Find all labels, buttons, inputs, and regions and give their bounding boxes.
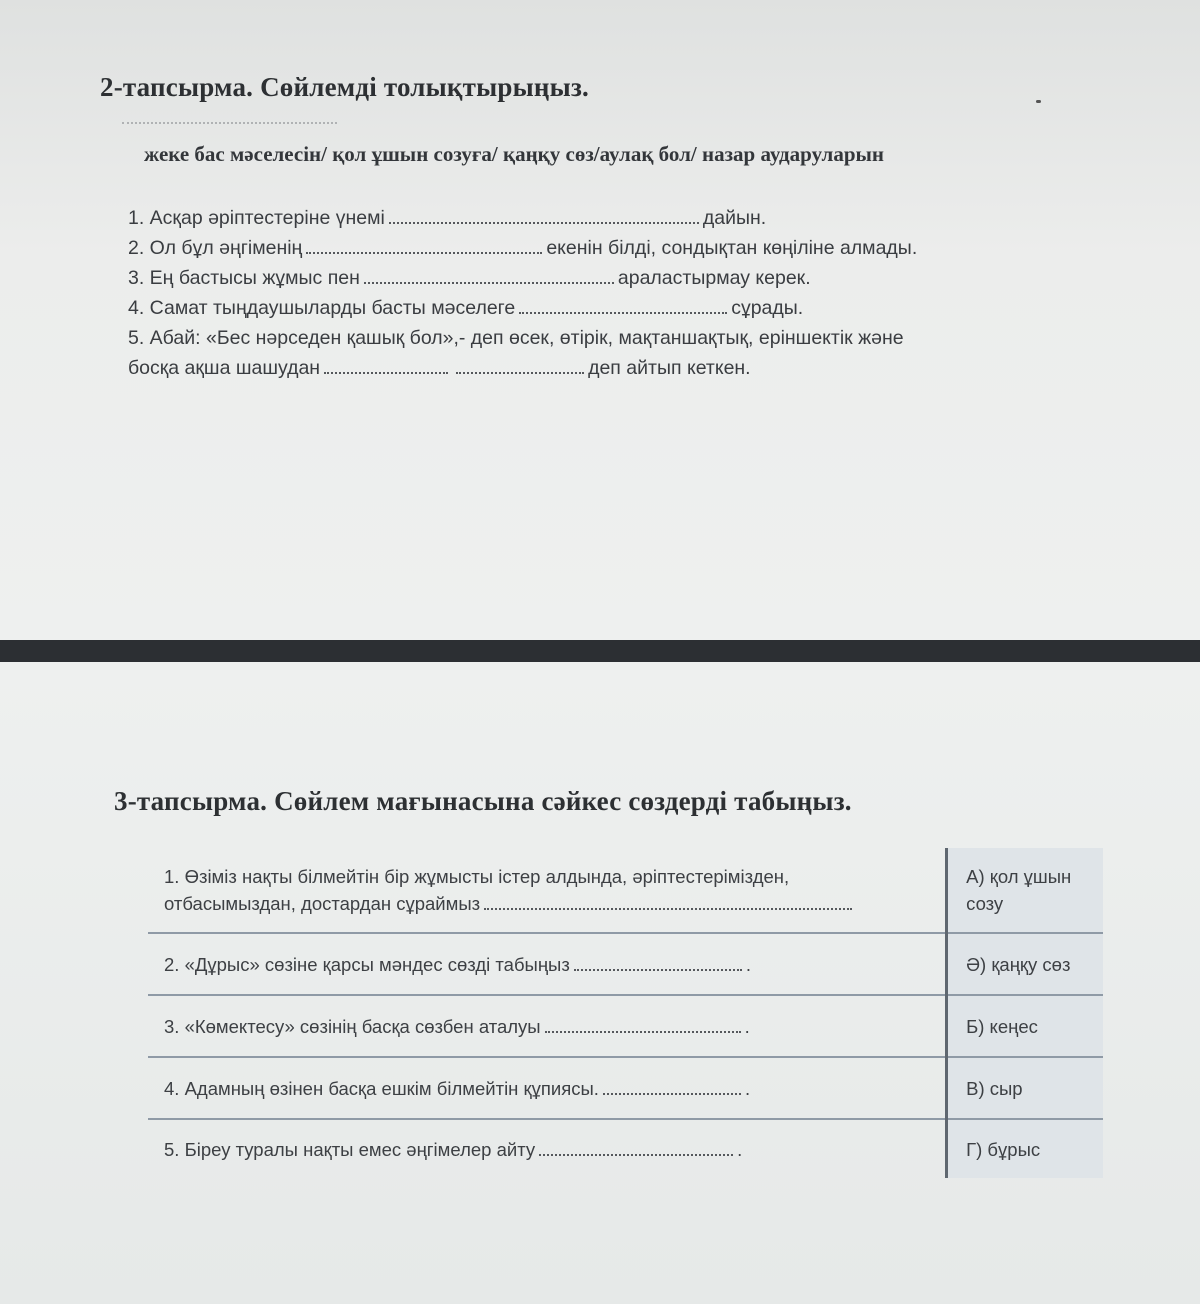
question-4-text: 4. Адамның өзінен басқа ешкім білмейтін құпиясы.: [164, 1077, 599, 1099]
sentence-list: [128, 203, 1078, 383]
question-1-line-1: 1. Өзіміз нақты білмейтін бір жұмысты істер алдында, әріптестерімізден,: [164, 866, 790, 887]
sentence-5-end: деп айтып кеткен.: [588, 357, 751, 379]
question-5-text: 5. Біреу туралы нақты емес әңгімелер айту: [164, 1138, 536, 1160]
sentence-5-start: босқа ақша шашудан: [128, 357, 321, 379]
sentence-1: [128, 203, 1078, 233]
sentence-3-end: араластырмау керек.: [617, 267, 811, 289]
period-mark: .: [737, 1138, 743, 1160]
question-1-line-2: [164, 890, 929, 917]
sentence-5-line-2: [128, 353, 1078, 383]
question-cell-5: [148, 1119, 947, 1178]
answer-cell-a: [947, 848, 1103, 933]
answer-cell-b: Б) кеңес: [947, 995, 1103, 1057]
sentence-3: [128, 263, 1078, 293]
period-mark: .: [744, 1077, 751, 1099]
word-bank: жеке бас мәселесін/ қол ұшын созуға/ қаңқу сөз/аулақ бол/ назар аударуларын: [144, 142, 885, 166]
question-cell-2: [148, 933, 947, 995]
question-3-text: 3. «Көмектесу» сөзінің басқа сөзбен аталуы: [164, 1015, 541, 1037]
sentence-2: [128, 233, 1078, 263]
stray-mark: [1036, 100, 1041, 103]
sentence-4-start: 4. Самат тыңдаушыларды басты мәселеге: [128, 297, 516, 319]
page-divider: [0, 640, 1200, 662]
sentence-2-end: екенін білді, сондықтан көңіліне алмады.: [546, 237, 918, 259]
question-2-text: 2. «Дұрыс» сөзіне қарсы мәндес сөзді табыңыз: [164, 953, 570, 975]
question-cell-3: [148, 995, 947, 1057]
sentence-1-start: 1. Асқар әріптестеріне үнемі: [128, 207, 385, 229]
sentence-4: [128, 293, 1078, 323]
answer-cell-v: В) сыр: [947, 1057, 1103, 1119]
answer-blank-2[interactable]: [574, 953, 742, 971]
blank-5b[interactable]: [456, 356, 584, 374]
sentence-4-end: сұрады.: [731, 297, 804, 319]
answer-a-line-2: созу: [966, 893, 1004, 914]
blank-1[interactable]: [389, 206, 699, 224]
faded-text-smudge: [122, 122, 337, 124]
sentence-5-line-1: 5. Абай: «Бес нәрседен қашық бол»,- деп өсек, өтірік, мақтаншақтық, еріншектік және: [128, 327, 904, 349]
question-cell-1: [148, 848, 947, 933]
table-row: [148, 933, 1103, 995]
table-row: [148, 1119, 1103, 1178]
blank-5a[interactable]: [324, 356, 448, 374]
table-row: [148, 1057, 1103, 1119]
answer-cell-g: Г) бұрыс: [947, 1119, 1103, 1178]
sentence-1-end: дайын.: [702, 207, 767, 229]
table-row: [148, 995, 1103, 1057]
answer-blank-5[interactable]: [539, 1138, 733, 1156]
task3-title: 3-тапсырма. Сөйлем мағынасына сәйкес сөздерді табыңыз.: [114, 786, 852, 816]
question-cell-4: [148, 1057, 947, 1119]
blank-4[interactable]: [519, 296, 727, 314]
answer-blank-3[interactable]: [545, 1015, 741, 1033]
sentence-2-start: 2. Ол бұл әңгіменің: [128, 237, 303, 259]
question-1-text: отбасымыздан, достардан сұраймыз: [164, 893, 481, 914]
table-row: [148, 848, 1103, 933]
blank-3[interactable]: [364, 266, 614, 284]
answer-blank-4[interactable]: [603, 1077, 741, 1095]
sentence-3-start: 3. Ең бастысы жұмыс пен: [128, 267, 360, 289]
task2-title: 2-тапсырма. Сөйлемді толықтырыңыз.: [100, 72, 589, 102]
answer-a-line-1: А) қол ұшын: [966, 866, 1072, 887]
blank-2[interactable]: [306, 236, 542, 254]
period-mark: .: [744, 1015, 750, 1037]
answer-blank-1[interactable]: [484, 892, 852, 910]
answer-cell-ae: Ә) қаңқу сөз: [947, 933, 1103, 995]
matching-table: [148, 848, 1103, 1178]
period-mark: .: [745, 953, 751, 975]
